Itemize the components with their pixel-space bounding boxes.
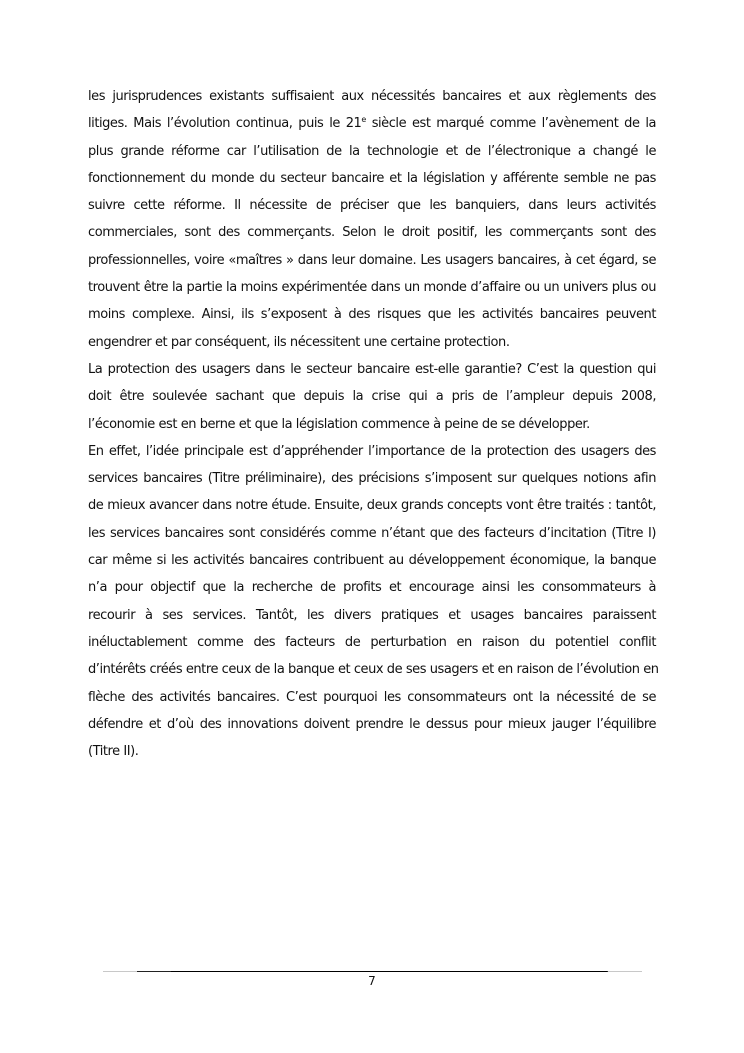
text-line: recourir à ses services. Tantôt, les divers pratiques et usages bancaires paraissent — [88, 607, 656, 623]
text-line: doit être soulevée sachant que depuis la crise qui a pris de l’ampleur depuis 2008, — [88, 389, 656, 405]
text-line — [88, 110, 656, 137]
text-line: les services bancaires sont considérés comme n’étant que des facteurs d’incitation (Titre I) — [88, 525, 656, 541]
ordinal-superscript: e — [361, 115, 366, 125]
text-line: La protection des usagers dans le secteur bancaire est-elle garantie? C’est la question qui — [88, 361, 656, 377]
text-line: services bancaires (Titre préliminaire), des précisions s’imposent sur quelques notions afin — [88, 471, 656, 487]
footer-rule-center — [171, 971, 607, 972]
text-line: plus grande réforme car l’utilisation de la technologie et de l’électronique a changé le — [88, 143, 656, 159]
text-line: d’intérêts créés entre ceux de la banque et ceux de ses usagers et en raison de l’évolution en — [88, 662, 659, 678]
text-line: commerciales, sont des commerçants. Selon le droit positif, les commerçants sont des — [88, 225, 656, 241]
text-line: trouvent être la partie la moins expérimentée dans un monde d’affaire ou un univers plus ou — [88, 280, 656, 296]
text-line-part: litiges. Mais l’évolution continua, puis le 21 — [88, 116, 362, 132]
text-line: car même si les activités bancaires contribuent au développement économique, la banque — [88, 553, 656, 569]
text-line: suivre cette réforme. Il nécessite de préciser que les banquiers, dans leurs activités — [88, 198, 656, 214]
text-line: fonctionnement du monde du secteur bancaire et la législation y afférente semble ne pas — [88, 170, 656, 186]
page-number: 7 — [368, 974, 376, 988]
text-line: engendrer et par conséquent, ils nécessitent une certaine protection. — [88, 334, 510, 350]
page-body — [88, 83, 659, 765]
text-line: défendre et d’où des innovations doivent prendre le dessus pour mieux jauger l’équilibre — [88, 716, 656, 732]
text-line: l’économie est en berne et que la législation commence à peine de se développer. — [88, 416, 590, 432]
text-line: inéluctablement comme des facteurs de perturbation en raison du potentiel conflit — [88, 634, 656, 650]
text-line: (Titre II). — [88, 744, 139, 760]
footer-rule — [103, 971, 642, 972]
text-line: de mieux avancer dans notre étude. Ensuite, deux grands concepts vont être traités : tantôt, — [88, 498, 656, 514]
text-line: les jurisprudences existants suffisaient aux nécessités bancaires et aux règlements des — [88, 89, 656, 104]
text-line: flèche des activités bancaires. C’est pourquoi les consommateurs ont la nécessité de se — [88, 689, 656, 705]
text-line: professionnelles, voire «maîtres » dans leur domaine. Les usagers bancaires, à cet égard, se — [88, 252, 656, 268]
text-line: moins complexe. Ainsi, ils s’exposent à des risques que les activités bancaires peuvent — [88, 307, 656, 323]
text-line-part: siècle est marqué comme l’avènement de la — [365, 116, 657, 132]
text-line: n’a pour objectif que la recherche de profits et encourage ainsi les consommateurs à — [88, 580, 656, 596]
text-line: En effet, l’idée principale est d’appréhender l’importance de la protection des usagers des — [88, 443, 656, 459]
